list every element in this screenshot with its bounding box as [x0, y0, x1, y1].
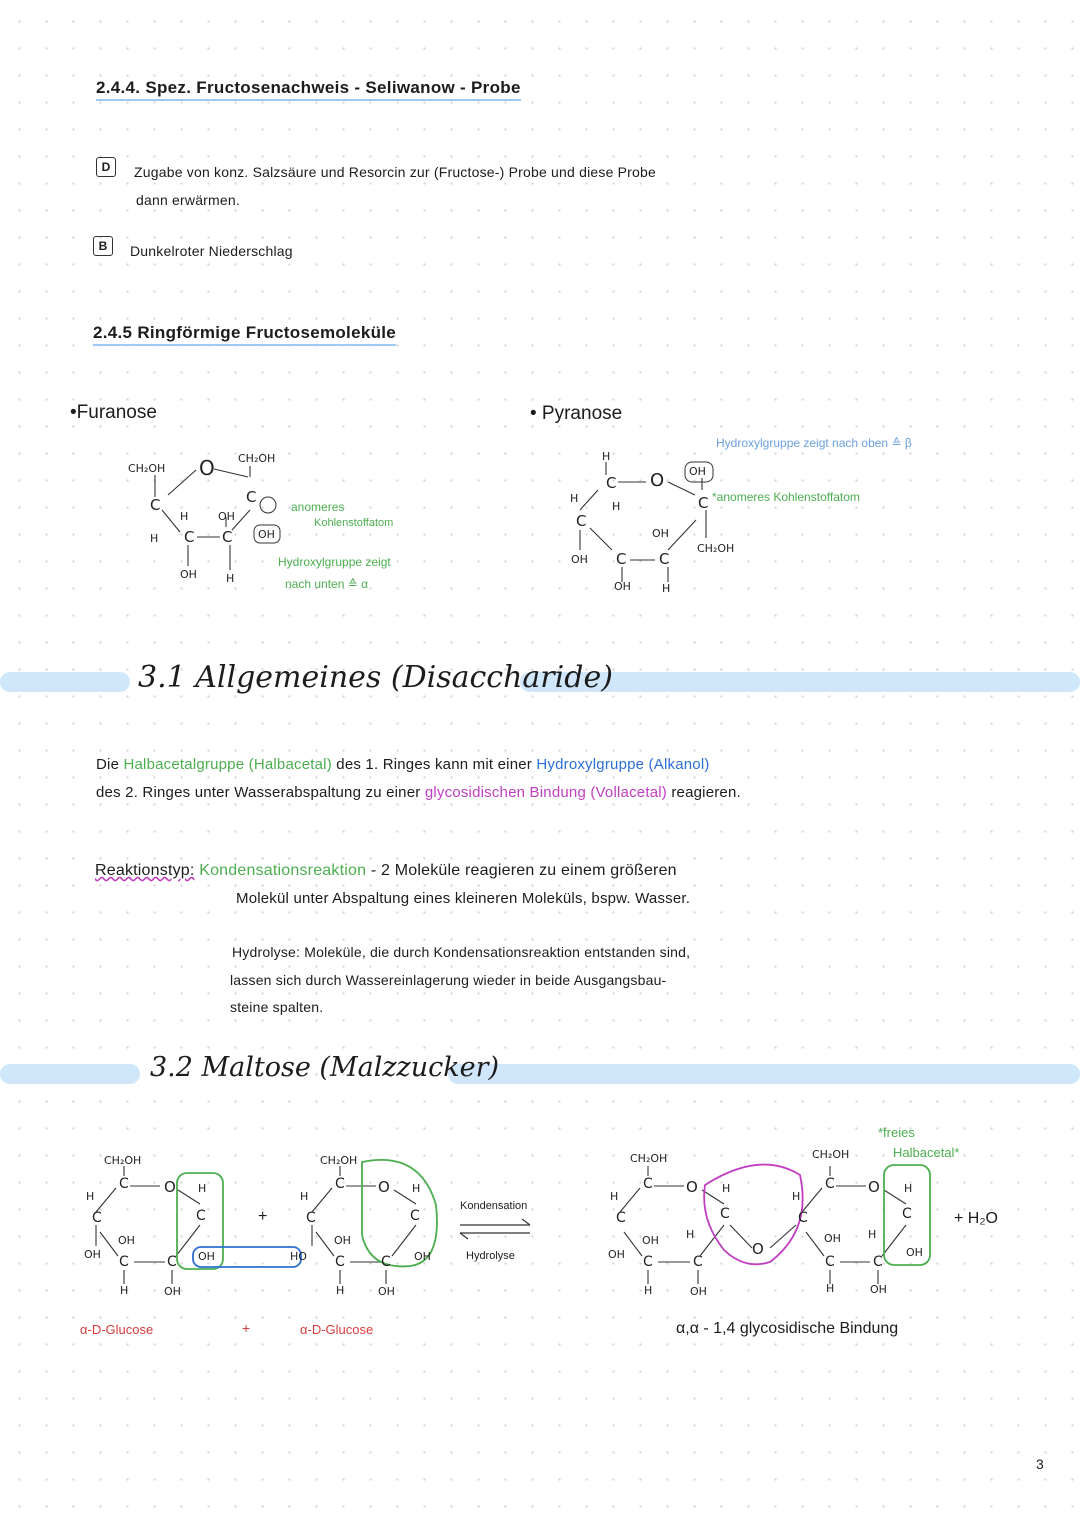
m1-h-top: H	[722, 1182, 731, 1195]
m2-h-l: H	[792, 1190, 801, 1203]
m2-c3: C	[825, 1254, 835, 1270]
p2-glycosid: glycosidischen Bindung (Vollacetal)	[424, 784, 667, 801]
fur-ch2oh-right: CH₂OH	[238, 452, 276, 465]
m2-c5: C	[825, 1176, 835, 1192]
pyr-note-oh: Hydroxylgruppe zeigt nach oben ≙ β	[716, 436, 912, 450]
reaction-line1	[95, 862, 677, 880]
pyr-c2: C	[698, 494, 709, 512]
glycosidic-oxygen: O	[752, 1240, 764, 1258]
m2-c4: C	[798, 1210, 808, 1226]
g2-ho: HO	[290, 1250, 307, 1263]
m1-c1: C	[720, 1206, 730, 1222]
water-product: + H₂O	[954, 1210, 998, 1227]
free-halbacetal-label2: Halbacetal*	[893, 1145, 960, 1160]
pyr-c3: C	[659, 550, 670, 568]
g2-h-b: H	[336, 1284, 345, 1297]
label-glucose-1: α-D-Glucose	[80, 1322, 154, 1337]
m1-h-mid: H	[686, 1228, 695, 1241]
g1-oh-l: OH	[84, 1248, 101, 1261]
m2-h-top: H	[904, 1182, 913, 1195]
bond-label-text: α,α - 1,4 glycosidische Bindung	[676, 1320, 899, 1337]
fur-note-oh1: Hydroxylgruppe zeigt	[278, 555, 391, 569]
p1-halbacetal: Halbacetalgruppe (Halbacetal)	[123, 756, 332, 773]
paragraph-line2	[96, 784, 741, 801]
m1-ring-o: O	[686, 1178, 698, 1196]
pyr-c6: C	[606, 474, 617, 492]
pyr-ring-oxygen: O	[650, 470, 665, 491]
pyr-c5: C	[576, 512, 587, 530]
fur-c4: C	[184, 528, 195, 546]
g1-h-b: H	[120, 1284, 129, 1297]
fur-note-anomer1: anomeres	[291, 500, 345, 514]
hydrolysis-label: Hydrolyse:	[232, 944, 301, 960]
hydrolysis-line2: lassen sich durch Wassereinlagerung wieder in beide Ausgangsbau-	[230, 972, 667, 988]
g1-c1: C	[196, 1208, 206, 1224]
reaction-rest: - 2 Moleküle reagieren zu einem größeren	[366, 862, 677, 879]
hydrolysis-line1	[232, 944, 690, 960]
g1-h-l: H	[86, 1190, 95, 1203]
section-title-31: 3.1 Allgemeines (Disaccharide)	[138, 660, 613, 695]
arrow-label-hydrolysis: Hydrolyse	[466, 1250, 515, 1262]
pyr-ch2oh: CH₂OH	[697, 542, 735, 555]
g1-oh-anom: OH	[198, 1250, 215, 1263]
procedure-box-d: D	[96, 157, 116, 177]
g2-oh-b: OH	[378, 1285, 395, 1298]
g1-c5: C	[119, 1176, 129, 1192]
fur-ring-oxygen: O	[199, 456, 215, 480]
m1-h-b: H	[644, 1284, 653, 1297]
g2-c4: C	[306, 1210, 316, 1226]
pyr-h-left: H	[570, 492, 579, 505]
furanose-title: •Furanose	[70, 402, 157, 423]
plus-top: +	[258, 1208, 268, 1225]
header-band-32-right	[448, 1064, 1080, 1084]
g1-c3: C	[119, 1254, 129, 1270]
fur-c5: C	[150, 496, 161, 514]
fur-note-oh2: nach unten ≙ α	[285, 577, 369, 591]
g2-h-l: H	[300, 1190, 309, 1203]
g1-h-top: H	[198, 1182, 207, 1195]
fur-oh-anomeric: OH	[258, 528, 275, 541]
m1-oh-l: OH	[608, 1248, 625, 1261]
fur-c3: C	[222, 528, 233, 546]
header-band-32-left	[0, 1064, 140, 1084]
g2-ch2oh: CH₂OH	[320, 1154, 358, 1167]
pyr-oh-mid: OH	[652, 527, 669, 540]
reaction-line2: Molekül unter Abspaltung eines kleineren Moleküls, bspw. Wasser.	[236, 890, 691, 907]
pyr-h-mid: H	[612, 500, 621, 513]
g1-ch2oh: CH₂OH	[104, 1154, 142, 1167]
page-number: 3	[1036, 1456, 1044, 1472]
observation-box-b: B	[93, 236, 113, 256]
pyr-note-anomer: *anomeres Kohlenstoffatom	[712, 490, 860, 504]
m2-oh-b: OH	[870, 1283, 887, 1296]
p1-hydroxyl: Hydroxylgruppe (Alkanol)	[536, 756, 710, 773]
pyr-h-top: H	[602, 450, 611, 463]
fur-oh-bottom: OH	[180, 568, 197, 581]
fur-c2: C	[246, 488, 257, 506]
m1-oh-b: OH	[690, 1285, 707, 1298]
fur-h-left: H	[150, 532, 159, 545]
pyranose-title: • Pyranose	[530, 403, 623, 424]
procedure-text-line1: Zugabe von konz. Salzsäure und Resorcin zur (Fructose-) Probe und diese Probe	[134, 164, 656, 180]
fur-h1: H	[180, 510, 189, 523]
hydrolysis-text1: Moleküle, die durch Kondensationsreaktion entstanden sind,	[300, 944, 691, 960]
m1-c4: C	[616, 1210, 626, 1226]
free-halbacetal-label1: *freies	[878, 1125, 915, 1140]
m2-h-b: H	[826, 1282, 835, 1295]
m1-h-l: H	[610, 1190, 619, 1203]
m2-oh-anom: OH	[906, 1246, 923, 1259]
pyr-c4: C	[616, 550, 627, 568]
paragraph-line1	[96, 756, 710, 773]
plus-bottom: +	[242, 1320, 251, 1336]
g1-ring-o: O	[164, 1178, 176, 1196]
procedure-text-line2: dann erwärmen.	[136, 192, 240, 208]
pyr-oh-top: OH	[689, 465, 706, 478]
observation-text: Dunkelroter Niederschlag	[130, 243, 293, 259]
pyr-oh-left: OH	[571, 553, 588, 566]
p1-text-a: Die	[96, 756, 124, 773]
pyr-oh-bottom: OH	[614, 580, 631, 593]
g2-c5: C	[335, 1176, 345, 1192]
reaction-label: Reaktionstyp:	[95, 862, 195, 879]
g2-ring-o: O	[378, 1178, 390, 1196]
g1-oh-mid: OH	[118, 1234, 135, 1247]
section-title-244: 2.4.4. Spez. Fructosenachweis - Seliwanow - Probe	[96, 78, 521, 101]
m1-ch2oh: CH₂OH	[630, 1152, 668, 1165]
header-band-31-left	[0, 672, 130, 692]
p1-text-b: des 1. Ringes kann mit einer	[331, 756, 537, 773]
g2-c1: C	[410, 1208, 420, 1224]
fur-ch2oh-left: CH₂OH	[128, 462, 166, 475]
g2-h-top: H	[412, 1182, 421, 1195]
g2-c3: C	[335, 1254, 345, 1270]
hydrolysis-line3: steine spalten.	[230, 999, 324, 1015]
m1-c3: C	[643, 1254, 653, 1270]
m2-c1: C	[902, 1206, 912, 1222]
bond-label	[676, 1320, 898, 1338]
g2-oh-mid: OH	[334, 1234, 351, 1247]
m1-oh-mid: OH	[642, 1234, 659, 1247]
m2-ring-o: O	[868, 1178, 880, 1196]
arrow-label-condensation: Kondensation	[460, 1200, 528, 1212]
fur-note-anomer2: Kohlenstoffatom	[314, 517, 394, 529]
m1-c2: C	[693, 1254, 703, 1270]
p2-text-b: reagieren.	[666, 784, 741, 801]
m2-c2: C	[873, 1254, 883, 1270]
m2-ch2oh: CH₂OH	[812, 1148, 850, 1161]
pyr-h-bottom: H	[662, 582, 671, 595]
label-glucose-2: α-D-Glucose	[300, 1322, 374, 1337]
g1-c4: C	[92, 1210, 102, 1226]
m2-h-mid: H	[868, 1228, 877, 1241]
section-title-245: 2.4.5 Ringförmige Fructosemoleküle	[93, 323, 396, 346]
m2-oh-mid: OH	[824, 1232, 841, 1245]
fur-h-bottom: H	[226, 572, 235, 585]
section-title-32: 3.2 Maltose (Malzzucker)	[150, 1052, 500, 1083]
fur-oh-mid: OH	[218, 510, 235, 523]
g2-oh-anom: OH	[414, 1250, 431, 1263]
p2-text-a: des 2. Ringes unter Wasserabspaltung zu einer	[96, 784, 425, 801]
reaction-term: Kondensationsreaktion	[199, 862, 367, 879]
g2-c2: C	[381, 1254, 391, 1270]
m1-c5: C	[643, 1176, 653, 1192]
g1-c2: C	[167, 1254, 177, 1270]
g1-oh-b: OH	[164, 1285, 181, 1298]
